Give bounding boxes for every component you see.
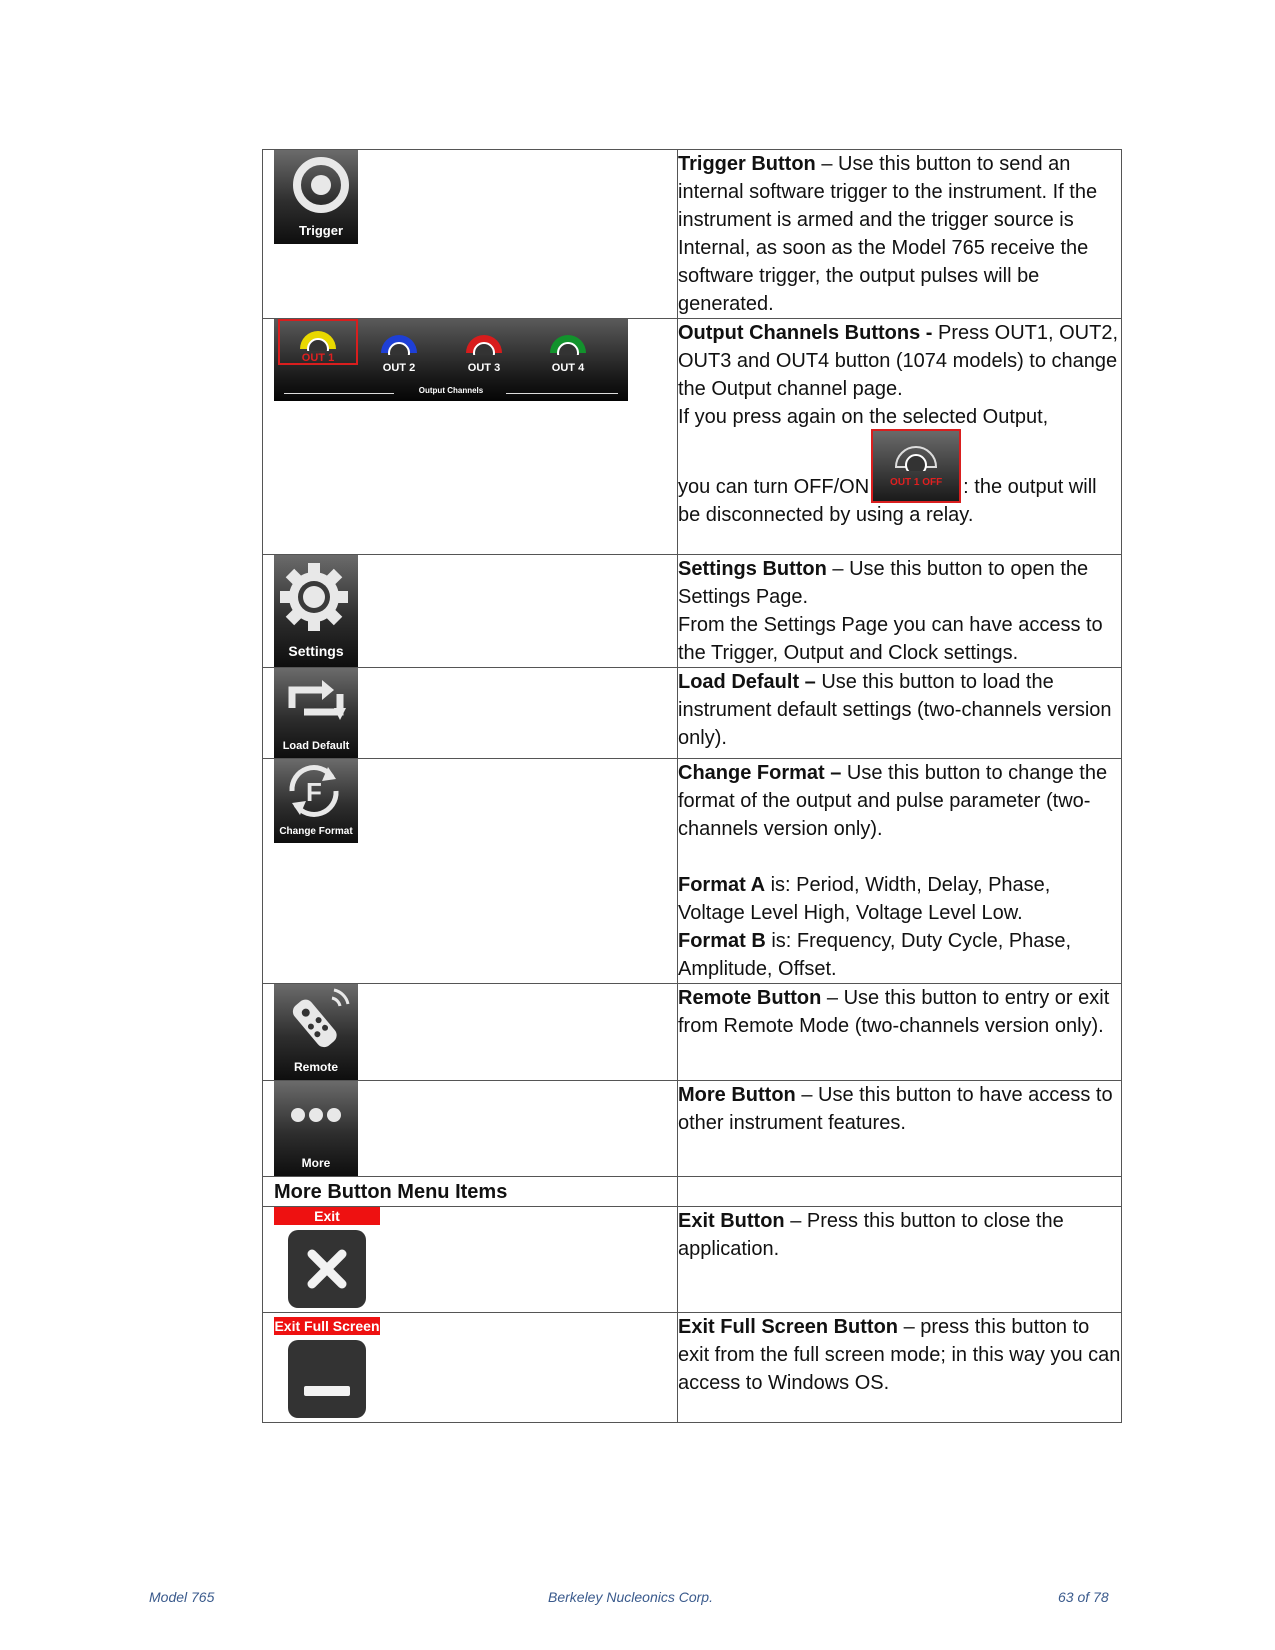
remote-button-image — [274, 984, 358, 1080]
gear-icon — [274, 555, 358, 639]
more-title: More Button — [678, 1084, 796, 1106]
outputs-title: Output Channels Buttons - — [678, 322, 933, 344]
output-channels-group-label: Output Channels — [418, 386, 484, 395]
settings-button-image — [274, 555, 358, 667]
footer-page-number: 63 of 78 — [1058, 1589, 1109, 1605]
trigger-description: Trigger Button – Use this button to send an internal software trigger to the instrument. If the instrument is armed and the trigger source is Internal, as soon as the Model 765 receive the software trigger, the output pulses will be generated. — [678, 153, 1098, 315]
table-row — [263, 150, 1122, 319]
channel-dial-icon — [298, 325, 338, 351]
exit-title: Exit Button — [678, 1210, 785, 1232]
outputs-description: Output Channels Buttons - Press OUT1, OUT2, OUT3 and OUT4 button (1074 models) to change the Output channel page. If you press again on the selected Output, you can turn OFF/ON OUT 1 OFF : the output will be disconnected by using a relay. — [678, 322, 1119, 526]
load-default-button-image — [274, 668, 358, 758]
table-row — [263, 1177, 1122, 1207]
svg-text:F: F — [306, 777, 322, 807]
output-channels-bar — [274, 319, 628, 401]
exit-button-image — [288, 1230, 366, 1308]
change-format-title: Change Format – — [678, 762, 842, 784]
channel-off-dial-icon — [894, 437, 938, 471]
more-dots-icon — [274, 1081, 358, 1141]
table-row — [263, 668, 1122, 759]
more-button-image — [274, 1081, 358, 1176]
remote-icon-label: Remote — [293, 1060, 338, 1074]
table-row — [263, 1313, 1122, 1423]
table-row — [263, 1081, 1122, 1177]
exit-label: Exit — [274, 1207, 380, 1225]
settings-description: Settings Button – Use this button to open the Settings Page. From the Settings Page you can have access to the Trigger, Output and Clock settings. — [678, 558, 1103, 664]
exit-full-screen-title: Exit Full Screen Button — [678, 1316, 899, 1338]
trigger-icon-label: Trigger — [298, 223, 344, 238]
table-row — [263, 984, 1122, 1081]
settings-icon-label: Settings — [288, 643, 344, 659]
exit-full-screen-description: Exit Full Screen Button – press this button to exit from the full screen mode; in this way you can access to Windows OS. — [678, 1316, 1121, 1394]
minimize-icon — [288, 1340, 366, 1418]
remote-control-icon — [274, 984, 358, 1056]
exit-description: Exit Button – Press this button to close the application. — [678, 1210, 1064, 1260]
load-default-icon-label: Load Default — [282, 740, 350, 752]
footer-left: Model 765 — [149, 1589, 215, 1605]
change-format-button-image — [274, 759, 358, 843]
channel-dial-icon — [464, 329, 504, 355]
channel-dial-icon — [548, 329, 588, 355]
refresh-format-icon — [274, 759, 358, 821]
settings-title: Settings Button — [678, 558, 827, 580]
table-row — [263, 319, 1122, 555]
remote-description: Remote Button – Use this button to entry or exit from Remote Mode (two-channels version only). — [678, 987, 1110, 1037]
output-channel-4-button[interactable]: OUT 4 — [538, 329, 598, 374]
table-row — [263, 759, 1122, 984]
output-off-button-image: OUT 1 OFF — [873, 431, 959, 501]
table-row — [263, 555, 1122, 668]
target-icon — [274, 150, 358, 220]
output-channel-1-button[interactable]: OUT 1 — [280, 321, 356, 363]
output-channel-2-button[interactable]: OUT 2 — [369, 329, 429, 374]
section-heading: More Button Menu Items — [274, 1181, 508, 1203]
load-default-description: Load Default – Use this button to load the instrument default settings (two-channels version only). — [678, 671, 1112, 749]
footer-center: Berkeley Nucleonics Corp. — [548, 1589, 713, 1605]
button-reference-table — [262, 149, 1122, 1423]
change-format-icon-label: Change Format — [279, 826, 353, 837]
close-icon — [288, 1230, 366, 1308]
exit-full-screen-label: Exit Full Screen — [274, 1318, 380, 1334]
change-format-description: Change Format – Use this button to change the format of the output and pulse parameter (two-channels version only). Format A is: Period, Width, Delay, Phase, Voltage Level High, Voltage Level Low. Format B is: Frequency, Duty Cycle, Phase, Amplitude, Offset. — [678, 762, 1108, 980]
more-description: More Button – Use this button to have access to other instrument features. — [678, 1084, 1113, 1134]
more-icon-label: More — [301, 1156, 331, 1170]
trigger-title: Trigger Button — [678, 153, 816, 175]
output-channel-3-button[interactable]: OUT 3 — [454, 329, 514, 374]
exit-full-screen-button-image — [288, 1340, 366, 1418]
table-row — [263, 1207, 1122, 1313]
trigger-button-image — [274, 150, 358, 244]
load-default-title: Load Default – — [678, 671, 816, 693]
remote-title: Remote Button — [678, 987, 822, 1009]
channel-dial-icon — [379, 329, 419, 355]
repeat-icon — [274, 668, 358, 734]
